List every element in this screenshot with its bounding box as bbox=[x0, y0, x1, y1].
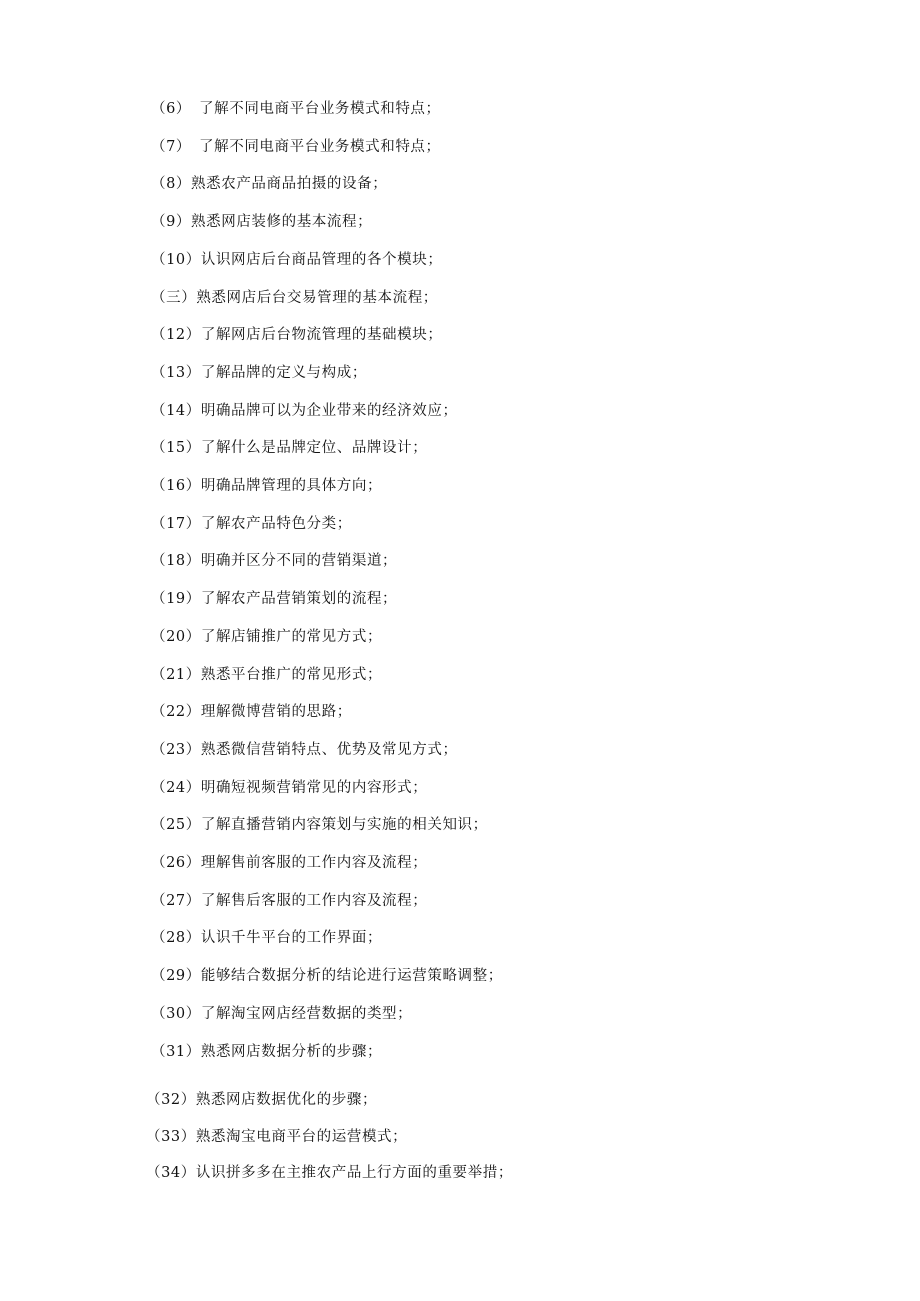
list-item-text: 明确品牌管理的具体方向； bbox=[200, 478, 383, 494]
list-item-text: 熟悉网店后台交易管理的基本流程； bbox=[196, 289, 438, 306]
list-item bbox=[151, 250, 442, 270]
list-item-number: （25） bbox=[151, 817, 201, 834]
list-item-number: （27） bbox=[151, 892, 201, 909]
list-item bbox=[151, 702, 352, 722]
list-item-text: 熟悉淘宝电商平台的运营模式； bbox=[195, 1128, 408, 1145]
list-item bbox=[146, 1127, 407, 1147]
list-item bbox=[151, 212, 372, 232]
list-item bbox=[151, 514, 352, 534]
list-item bbox=[146, 1090, 377, 1110]
list-item-number: （10） bbox=[151, 251, 201, 268]
list-item-number: （7） bbox=[151, 138, 192, 155]
list-item-text: 理解微博营销的思路； bbox=[200, 704, 352, 721]
list-item-text: 了解农产品特色分类； bbox=[200, 515, 352, 532]
list-item-text: 了解淘宝网店经营数据的类型； bbox=[200, 1005, 413, 1022]
list-item-number: （13） bbox=[151, 364, 201, 381]
list-item-text: 熟悉农产品商品拍摄的设备； bbox=[191, 176, 388, 193]
list-item bbox=[151, 853, 427, 873]
list-item-number: （24） bbox=[151, 779, 201, 796]
list-item-text: 熟悉微信营销特点、优势及常见方式； bbox=[200, 741, 458, 758]
list-item-number: （26） bbox=[151, 855, 201, 871]
list-item-text: 明确并区分不同的营销渠道； bbox=[200, 553, 398, 570]
list-item bbox=[151, 740, 458, 760]
list-item bbox=[151, 891, 427, 911]
list-item-text: 了解不同电商平台业务模式和特点； bbox=[199, 101, 441, 117]
list-item bbox=[151, 1042, 382, 1062]
list-item-text: 熟悉平台推广的常见形式； bbox=[200, 666, 383, 683]
list-item-number: （32） bbox=[146, 1092, 196, 1108]
list-item-text: 认识拼多多在主推农产品上行方面的重要举措； bbox=[195, 1165, 513, 1181]
list-item-number: （30） bbox=[151, 1005, 201, 1022]
list-item-text: 了解售后客服的工作内容及流程； bbox=[200, 892, 428, 909]
list-item-number: （23） bbox=[151, 741, 201, 758]
list-item-number: （9） bbox=[151, 214, 192, 231]
list-item-number: （17） bbox=[151, 515, 201, 532]
list-item-text: 明确品牌可以为企业带来的经济效应； bbox=[200, 402, 458, 419]
list-item bbox=[151, 325, 442, 345]
list-item bbox=[146, 1163, 513, 1183]
list-item-text: 熟悉网店装修的基本流程； bbox=[191, 214, 373, 231]
list-item-text: 了解什么是品牌定位、品牌设计； bbox=[200, 440, 428, 457]
list-item-number: （21） bbox=[151, 666, 201, 683]
list-item-number: （22） bbox=[151, 704, 201, 721]
list-item-text: 认识千牛平台的工作界面； bbox=[200, 930, 383, 947]
list-item-number: （6） bbox=[151, 101, 192, 117]
list-item-text: 能够结合数据分析的结论进行运营策略调整； bbox=[200, 968, 503, 985]
list-item-number: （三） bbox=[151, 289, 197, 306]
list-item bbox=[151, 438, 427, 458]
list-item-number: （19） bbox=[151, 591, 201, 608]
list-item-text: 了解店铺推广的常见方式； bbox=[200, 628, 383, 645]
list-item-text: 认识网店后台商品管理的各个模块； bbox=[200, 251, 443, 268]
list-item bbox=[151, 778, 427, 798]
list-item-number: （16） bbox=[151, 478, 201, 494]
list-item-number: （15） bbox=[151, 440, 201, 457]
list-item-text: 了解品牌的定义与构成； bbox=[200, 364, 367, 381]
list-item bbox=[151, 928, 382, 948]
list-item-text: 了解网店后台物流管理的基础模块； bbox=[200, 327, 443, 344]
list-item-text: 熟悉网店数据分析的步骤； bbox=[200, 1043, 383, 1060]
list-item-number: （20） bbox=[151, 628, 201, 645]
list-item bbox=[151, 665, 382, 685]
list-item bbox=[151, 401, 458, 421]
list-item bbox=[151, 966, 503, 986]
list-item-text: 了解不同电商平台业务模式和特点； bbox=[199, 138, 441, 155]
list-item bbox=[151, 551, 397, 571]
list-item-number: （8） bbox=[151, 176, 192, 193]
list-item-number: （31） bbox=[151, 1043, 201, 1060]
list-item bbox=[151, 815, 488, 835]
list-item-number: （33） bbox=[146, 1128, 196, 1145]
list-item-text: 明确短视频营销常见的内容形式； bbox=[200, 779, 428, 796]
list-item bbox=[151, 363, 367, 383]
list-item bbox=[151, 137, 441, 157]
list-item bbox=[151, 589, 397, 609]
list-item bbox=[151, 288, 438, 308]
list-item bbox=[151, 174, 387, 194]
list-item-text: 了解农产品营销策划的流程； bbox=[200, 591, 398, 608]
list-item bbox=[151, 1004, 412, 1024]
list-item bbox=[151, 627, 382, 647]
list-item-text: 熟悉网店数据优化的步骤； bbox=[195, 1092, 378, 1108]
list-item-number: （18） bbox=[151, 553, 201, 570]
list-item bbox=[151, 476, 382, 496]
list-item-text: 理解售前客服的工作内容及流程； bbox=[200, 855, 428, 871]
list-item-number: （28） bbox=[151, 930, 201, 947]
list-item-number: （34） bbox=[146, 1165, 196, 1181]
list-item-text: 了解直播营销内容策划与实施的相关知识； bbox=[200, 817, 488, 834]
list-item-number: （29） bbox=[151, 968, 201, 985]
list-item-number: （12） bbox=[151, 327, 201, 344]
list-item bbox=[151, 99, 441, 119]
list-item-number: （14） bbox=[151, 402, 201, 419]
